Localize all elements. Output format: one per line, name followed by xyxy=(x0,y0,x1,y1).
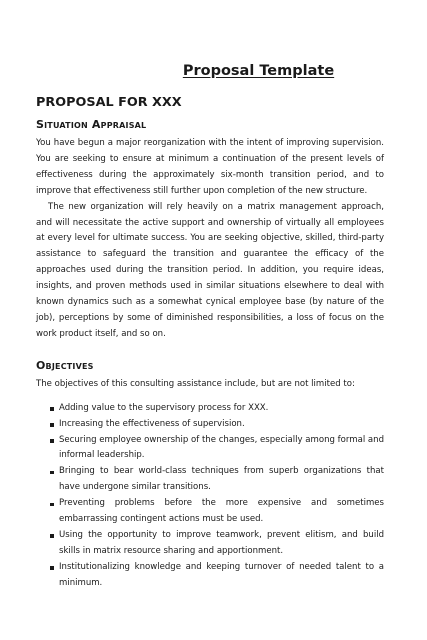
list-item xyxy=(50,401,384,417)
document-body xyxy=(36,95,384,592)
list-item-text: Adding value to the supervisory process for XXX. xyxy=(59,402,269,413)
objectives-heading: Objectives xyxy=(36,358,94,372)
situation-paragraph-2: The new organization will rely heavily on a matrix management approach, and will necessitate the active support and ownership of virtually all employees at every level for ultimate success. You are seeking objective, skilled, third-party assistance to safeguard the transition and guarantee the efficacy of the approaches used during the transition period. In addition, you require ideas, insights, and proven methods used in similar situations elsewhere to deal with known dynamics such as a somewhat cynical employee base (by nature of the job), perceptions by some of diminished responsibilities, a loss of focus on the work product itself, and so on. xyxy=(36,201,384,339)
list-item xyxy=(50,496,384,528)
list-item-text: Institutionalizing knowledge and keeping turnover of needed talent to a minimum. xyxy=(59,561,384,588)
situation-appraisal-heading: Situation Appraisal xyxy=(36,118,147,131)
bullet-icon xyxy=(50,439,54,443)
bullet-icon xyxy=(50,566,54,570)
proposal-heading: PROPOSAL FOR XXX xyxy=(36,95,182,110)
list-item xyxy=(50,560,384,592)
list-item-text: Bringing to bear world-class techniques from superb organizations that have undergone similar transitions. xyxy=(59,466,384,493)
bullet-icon xyxy=(50,534,54,538)
objectives-intro: The objectives of this consulting assistance include, but are not limited to: xyxy=(36,378,355,389)
list-item xyxy=(50,417,384,433)
list-item xyxy=(50,464,384,496)
list-item xyxy=(50,528,384,560)
bullet-icon xyxy=(50,471,54,475)
bullet-icon xyxy=(50,407,54,411)
list-item-text: Using the opportunity to improve teamwork, prevent elitism, and build skills in matrix resource sharing and apportionment. xyxy=(59,529,384,556)
list-item-text: Preventing problems before the more expensive and sometimes embarrassing contingent actions must be used. xyxy=(59,498,384,525)
objectives-list xyxy=(36,401,384,592)
bullet-icon xyxy=(50,503,54,507)
situation-paragraph-1: You have begun a major reorganization with the intent of improving supervision. You are seeking to ensure at minimum a continuation of the present levels of effectiveness during the approximately six-month transition period, and to improve that effectiveness still further upon completion of the new structure. xyxy=(36,138,384,196)
list-item xyxy=(50,433,384,465)
bullet-icon xyxy=(50,423,54,427)
document-title: Proposal Template xyxy=(182,63,335,79)
list-item-text: Securing employee ownership of the changes, especially among formal and informal leadership. xyxy=(59,434,384,461)
list-item-text: Increasing the effectiveness of supervision. xyxy=(59,418,245,429)
